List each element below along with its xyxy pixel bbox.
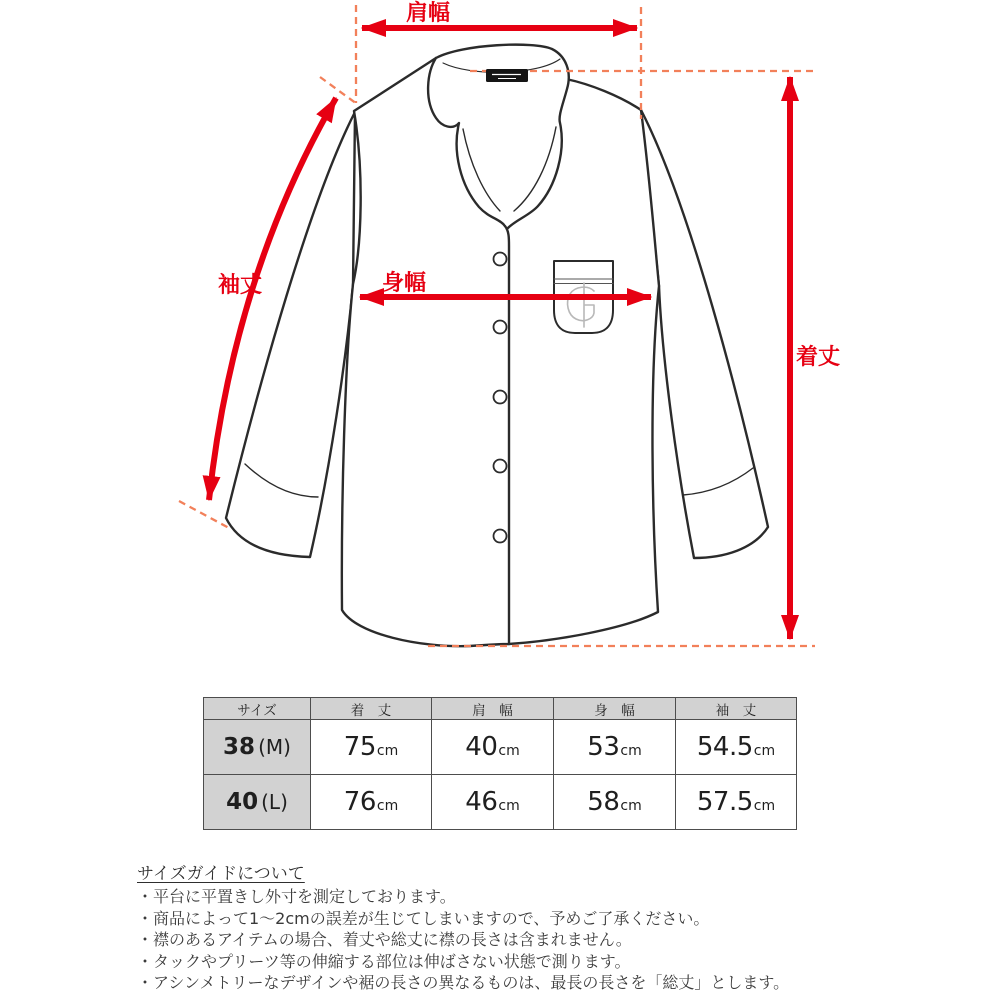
note-item: ・タックやプリーツ等の伸縮する部位は伸ばさない状態で測ります。 bbox=[137, 951, 631, 971]
sleeve-length-label: 袖丈 bbox=[217, 273, 263, 298]
left-sleeve bbox=[226, 112, 355, 557]
cell-40l-body-width bbox=[554, 775, 676, 830]
cell-40l-sleeve-length bbox=[676, 775, 797, 830]
value: 46 bbox=[465, 787, 498, 817]
neck-label-tag bbox=[486, 69, 528, 82]
size-guide-notes bbox=[137, 862, 977, 994]
table-header-row bbox=[204, 698, 797, 720]
value: 40 bbox=[465, 732, 498, 762]
unit: cm bbox=[376, 798, 399, 814]
header-size: サイズ bbox=[204, 698, 311, 720]
size-number: 40 bbox=[226, 789, 259, 815]
shirt-illustration bbox=[226, 45, 768, 647]
cell-40l-body-length bbox=[311, 775, 432, 830]
table-row-40l bbox=[204, 775, 797, 830]
right-sleeve bbox=[641, 110, 768, 558]
cell-38m-sleeve-length bbox=[676, 720, 797, 775]
header-shoulder-width: 肩 幅 bbox=[432, 698, 554, 720]
body-width-label: 身幅 bbox=[381, 271, 427, 296]
value: 54.5 bbox=[696, 732, 753, 762]
value: 58 bbox=[587, 787, 620, 817]
size-cell-38m bbox=[204, 720, 311, 775]
sleeve-top-guide bbox=[320, 77, 357, 104]
header-sleeve-length: 袖 丈 bbox=[676, 698, 797, 720]
cell-38m-body-length bbox=[311, 720, 432, 775]
unit: cm bbox=[376, 743, 399, 759]
size-cell-40l bbox=[204, 775, 311, 830]
header-body-width: 身 幅 bbox=[554, 698, 676, 720]
notes-title: サイズガイドについて bbox=[137, 864, 305, 884]
note-item: ・アシンメトリーなデザインや裾の長さの異なるものは、最長の長さを「総丈」とします。 bbox=[137, 973, 790, 992]
value: 53 bbox=[587, 732, 620, 762]
shoulder-width-label: 肩幅 bbox=[405, 1, 451, 26]
size-table bbox=[203, 697, 797, 830]
cell-40l-shoulder-width bbox=[432, 775, 554, 830]
size-letter: (M) bbox=[258, 735, 291, 759]
unit: cm bbox=[753, 743, 776, 759]
note-item: ・商品によって1～2cmの誤差が生じてしまいますので、予めご了承ください。 bbox=[137, 908, 710, 928]
header-body-length: 着 丈 bbox=[311, 698, 432, 720]
note-item: ・平台に平置きし外寸を測定しております。 bbox=[137, 887, 456, 906]
cell-38m-shoulder-width bbox=[432, 720, 554, 775]
value: 75 bbox=[343, 732, 376, 762]
sleeve-cuff-guide bbox=[179, 501, 229, 528]
unit: cm bbox=[498, 798, 520, 814]
button bbox=[494, 253, 507, 266]
button bbox=[494, 391, 507, 404]
note-item: ・襟のあるアイテムの場合、着丈や総丈に襟の長さは含まれません。 bbox=[137, 930, 632, 949]
unit: cm bbox=[753, 798, 776, 814]
cell-38m-body-width bbox=[554, 720, 676, 775]
unit: cm bbox=[620, 743, 642, 759]
value: 76 bbox=[343, 787, 376, 817]
size-number: 38 bbox=[223, 734, 256, 760]
value: 57.5 bbox=[696, 787, 753, 817]
table-row-38m bbox=[204, 720, 797, 775]
size-letter: (L) bbox=[261, 790, 288, 814]
body-length-label: 着丈 bbox=[795, 345, 841, 370]
button bbox=[494, 460, 507, 473]
button bbox=[494, 530, 507, 543]
unit: cm bbox=[620, 798, 642, 814]
unit: cm bbox=[498, 743, 520, 759]
button bbox=[494, 321, 507, 334]
